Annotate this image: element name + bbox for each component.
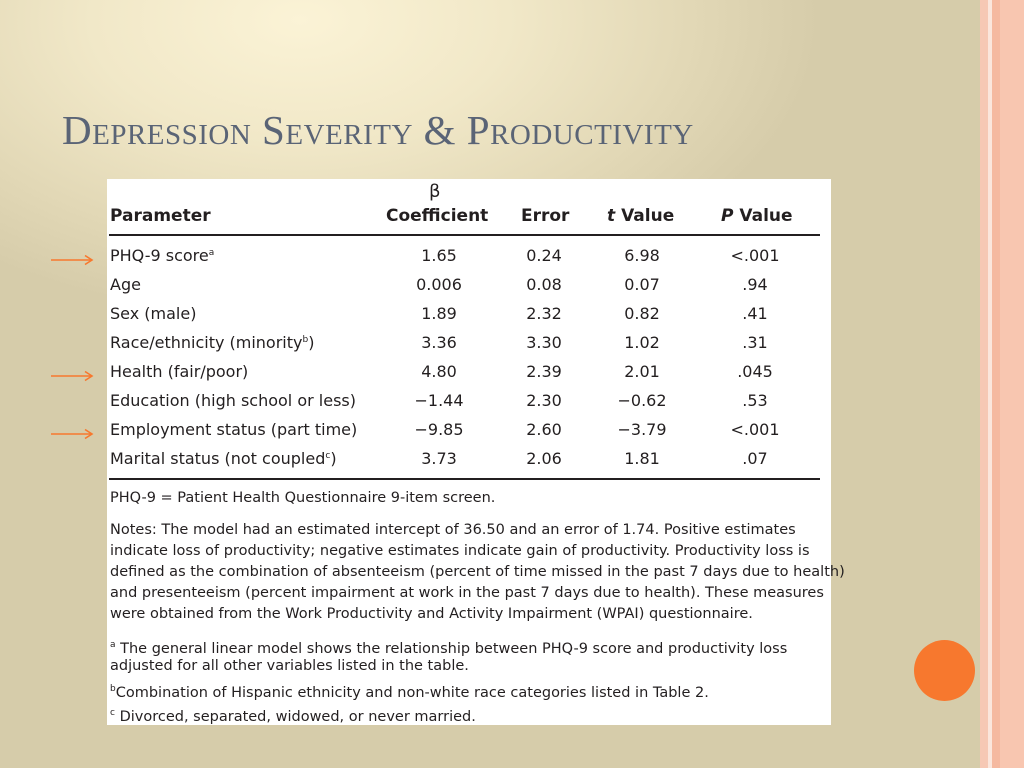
cell-coefficient: −1.44 xyxy=(414,391,464,410)
cell-coefficient: 3.73 xyxy=(421,449,457,468)
cell-p-value: .41 xyxy=(742,304,768,323)
footnote-marker: b xyxy=(302,335,309,345)
arrow-right-icon xyxy=(50,251,94,263)
cell-coefficient: 1.89 xyxy=(421,304,457,323)
footnote-marker: c xyxy=(325,451,331,461)
notes-line: defined as the combination of absenteeism (percent of time missed in the past 7 days due to health) xyxy=(110,564,845,580)
table-panel xyxy=(107,179,845,725)
cell-parameter xyxy=(110,246,214,265)
header-coefficient: Coefficient xyxy=(386,206,489,226)
parameter-text: Age xyxy=(110,275,141,294)
cell-t-value: −0.62 xyxy=(617,391,667,410)
cell-parameter xyxy=(110,420,357,439)
cell-p-value: .07 xyxy=(742,449,768,468)
cell-p-value: .53 xyxy=(742,391,768,410)
cell-error: 0.24 xyxy=(526,246,562,265)
footnote-a-mark: a xyxy=(110,640,116,650)
cell-parameter xyxy=(110,449,337,468)
cell-parameter xyxy=(110,362,248,381)
bottom-rule xyxy=(109,478,820,480)
orange-circle-decoration xyxy=(914,640,975,701)
cell-p-value: .045 xyxy=(737,362,773,381)
cell-p-value: .31 xyxy=(742,333,768,352)
cell-error: 3.30 xyxy=(526,333,562,352)
cell-coefficient: −9.85 xyxy=(414,420,464,439)
header-p-value xyxy=(721,206,793,226)
header-parameter: Parameter xyxy=(110,206,211,226)
arrow-right-icon xyxy=(50,425,94,437)
right-border-stripe xyxy=(992,0,1000,768)
footnote-a-line-2: adjusted for all other variables listed in the table. xyxy=(110,658,469,674)
cell-t-value: 0.82 xyxy=(624,304,660,323)
footnote-b-text: Combination of Hispanic ethnicity and non-white race categories listed in Table 2. xyxy=(115,685,709,701)
cell-coefficient: 4.80 xyxy=(421,362,457,381)
parameter-text: Sex (male) xyxy=(110,304,197,323)
cell-p-value: .94 xyxy=(742,275,768,294)
footnote-c-mark: c xyxy=(110,708,115,718)
parameter-text: Marital status (not coupled xyxy=(110,449,326,468)
header-t-symbol: t xyxy=(607,206,616,226)
right-border-stripe xyxy=(1000,0,1024,768)
right-border-stripe xyxy=(980,0,988,768)
footnote-b xyxy=(110,679,709,704)
parameter-suffix: ) xyxy=(308,333,315,352)
cell-t-value: 6.98 xyxy=(624,246,660,265)
cell-p-value: <.001 xyxy=(730,420,780,439)
cell-error: 2.30 xyxy=(526,391,562,410)
header-t-label: Value xyxy=(621,206,675,226)
cell-t-value: 1.81 xyxy=(624,449,660,468)
cell-error: 2.06 xyxy=(526,449,562,468)
header-rule xyxy=(109,234,820,236)
cell-coefficient: 1.65 xyxy=(421,246,457,265)
notes-line: indicate loss of productivity; negative estimates indicate gain of productivity. Productivity loss is xyxy=(110,543,810,559)
notes-line: were obtained from the Work Productivity and Activity Impairment (WPAI) questionnaire. xyxy=(110,606,753,622)
header-p-symbol: P xyxy=(721,206,734,226)
footnote-b-mark: b xyxy=(110,684,116,694)
parameter-text: Race/ethnicity (minority xyxy=(110,333,303,352)
cell-t-value: 1.02 xyxy=(624,333,660,352)
beta-symbol: β xyxy=(429,181,441,202)
arrow-right-icon xyxy=(50,367,94,379)
cell-parameter xyxy=(110,391,356,410)
cell-parameter xyxy=(110,304,196,323)
cell-t-value: 2.01 xyxy=(624,362,660,381)
slide-title: Depression Severity & Productivity xyxy=(62,107,694,153)
footnote-marker: a xyxy=(208,248,215,258)
parameter-text: PHQ-9 score xyxy=(110,246,209,265)
cell-coefficient: 0.006 xyxy=(416,275,462,294)
footnote-a-line-1: The general linear model shows the relationship between PHQ-9 score and productivity loss xyxy=(120,641,788,657)
header-error: Error xyxy=(521,206,570,226)
header-t-value xyxy=(607,206,674,226)
parameter-text: Health (fair/poor) xyxy=(110,362,249,381)
notes-line: Notes: The model had an estimated intercept of 36.50 and an error of 1.74. Positive estimates xyxy=(110,522,796,538)
parameter-text: Education (high school or less) xyxy=(110,391,356,410)
cell-t-value: 0.07 xyxy=(624,275,660,294)
cell-parameter xyxy=(110,275,141,294)
notes-line: and presenteeism (percent impairment at work in the past 7 days due to health). These measures xyxy=(110,585,824,601)
parameter-text: Employment status (part time) xyxy=(110,420,358,439)
cell-error: 2.39 xyxy=(526,362,562,381)
cell-error: 0.08 xyxy=(526,275,562,294)
cell-p-value: <.001 xyxy=(730,246,780,265)
footnote-c-text: Divorced, separated, widowed, or never married. xyxy=(119,709,476,725)
header-p-label: Value xyxy=(739,206,793,226)
parameter-suffix: ) xyxy=(330,449,337,468)
abbreviation-note: PHQ-9 = Patient Health Questionnaire 9-item screen. xyxy=(110,490,496,506)
cell-t-value: −3.79 xyxy=(617,420,667,439)
footnote-c xyxy=(110,703,476,728)
cell-error: 2.32 xyxy=(526,304,562,323)
cell-error: 2.60 xyxy=(526,420,562,439)
cell-parameter xyxy=(110,333,314,352)
cell-coefficient: 3.36 xyxy=(421,333,457,352)
